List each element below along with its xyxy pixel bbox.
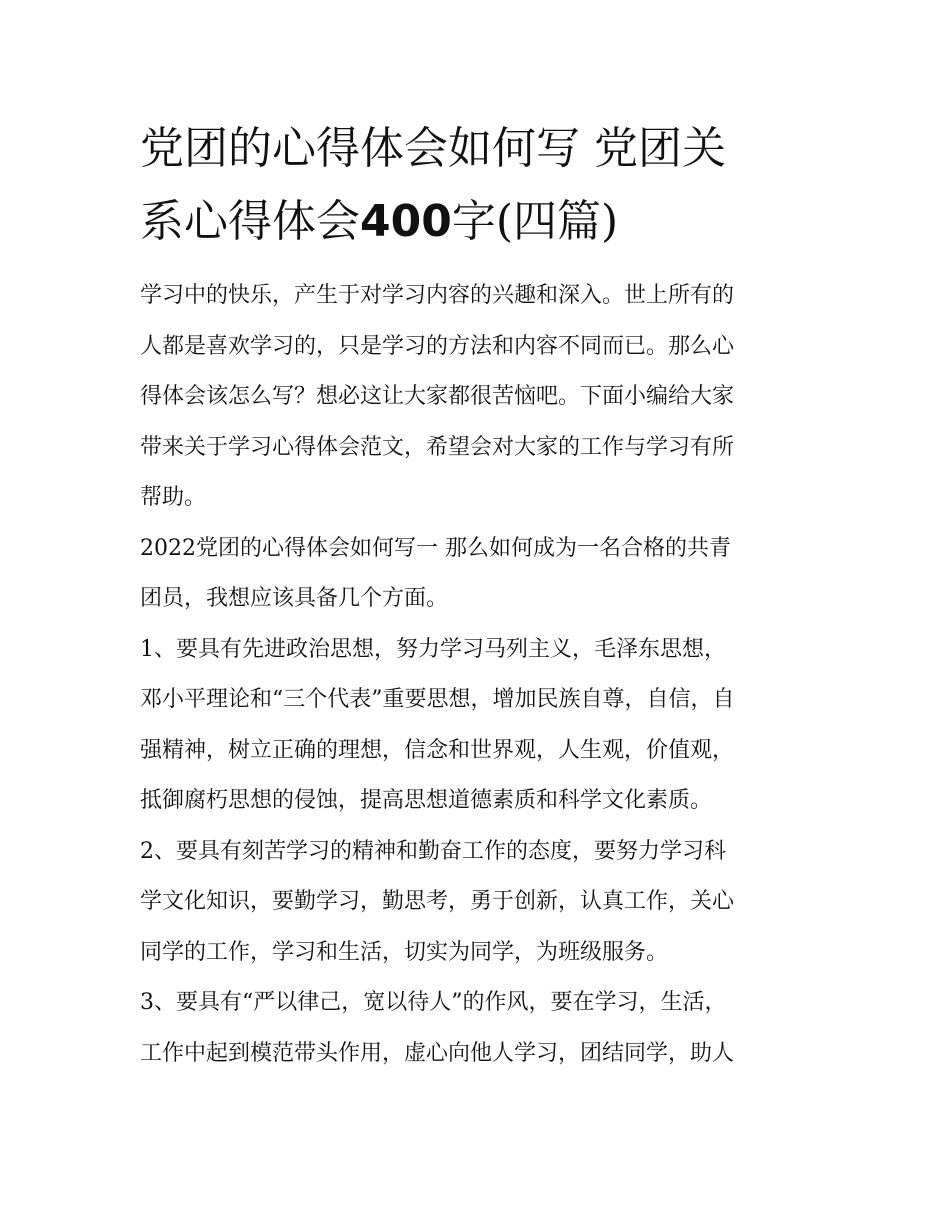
paragraph-intro: [140, 271, 820, 524]
text-line: 帮助。: [140, 485, 207, 510]
text-line: 得体会该怎么写？想必这让大家都很苦恼吧。下面小编给大家: [140, 384, 735, 409]
paragraph-section-heading: [140, 524, 820, 625]
text-line: 邓小平理论和“三个代表”重要思想，增加民族自尊，自信，自: [140, 687, 735, 712]
document-title: [140, 112, 820, 258]
title-line-1: 党团的心得体会如何写 党团关: [140, 123, 726, 174]
text-line: 1、要具有先进政治思想，努力学习马列主义，毛泽东思想，: [140, 636, 726, 662]
text-line: 团员，我想应该具备几个方面。: [140, 586, 449, 611]
text-line: 2、要具有刻苦学习的精神和勤奋工作的态度，要努力学习科: [140, 838, 726, 864]
paragraph-point-3: [140, 978, 820, 1079]
text-line: 带来关于学习心得体会范文，希望会对大家的工作与学习有所: [140, 434, 735, 460]
document-content: [140, 112, 820, 1079]
text-line: 工作中起到模范带头作用，虚心向他人学习，团结同学，助人: [140, 1040, 735, 1066]
paragraph-point-2: [140, 827, 820, 979]
text-line: 人都是喜欢学习的，只是学习的方法和内容不同而已。那么心: [140, 333, 735, 359]
title-line-2: 系心得体会400字(四篇): [140, 196, 619, 247]
text-line: 同学的工作，学习和生活，切实为同学，为班级服务。: [140, 939, 669, 965]
document-body: [140, 271, 820, 1079]
text-line: 强精神，树立正确的理想，信念和世界观，人生观，价值观，: [140, 737, 735, 763]
text-line: 2022党团的心得体会如何写一 那么如何成为一名合格的共青: [140, 535, 731, 561]
text-line: 学文化知识，要勤学习，勤思考，勇于创新，认真工作，关心: [140, 889, 735, 914]
text-line: 3、要具有“严以律己，宽以待人”的作风，要在学习，生活，: [140, 990, 727, 1015]
text-line: 抵御腐朽思想的侵蚀，提高思想道德素质和科学文化素质。: [140, 788, 713, 813]
text-line: 学习中的快乐，产生于对学习内容的兴趣和深入。世上所有的: [140, 283, 735, 308]
paragraph-point-1: [140, 625, 820, 827]
